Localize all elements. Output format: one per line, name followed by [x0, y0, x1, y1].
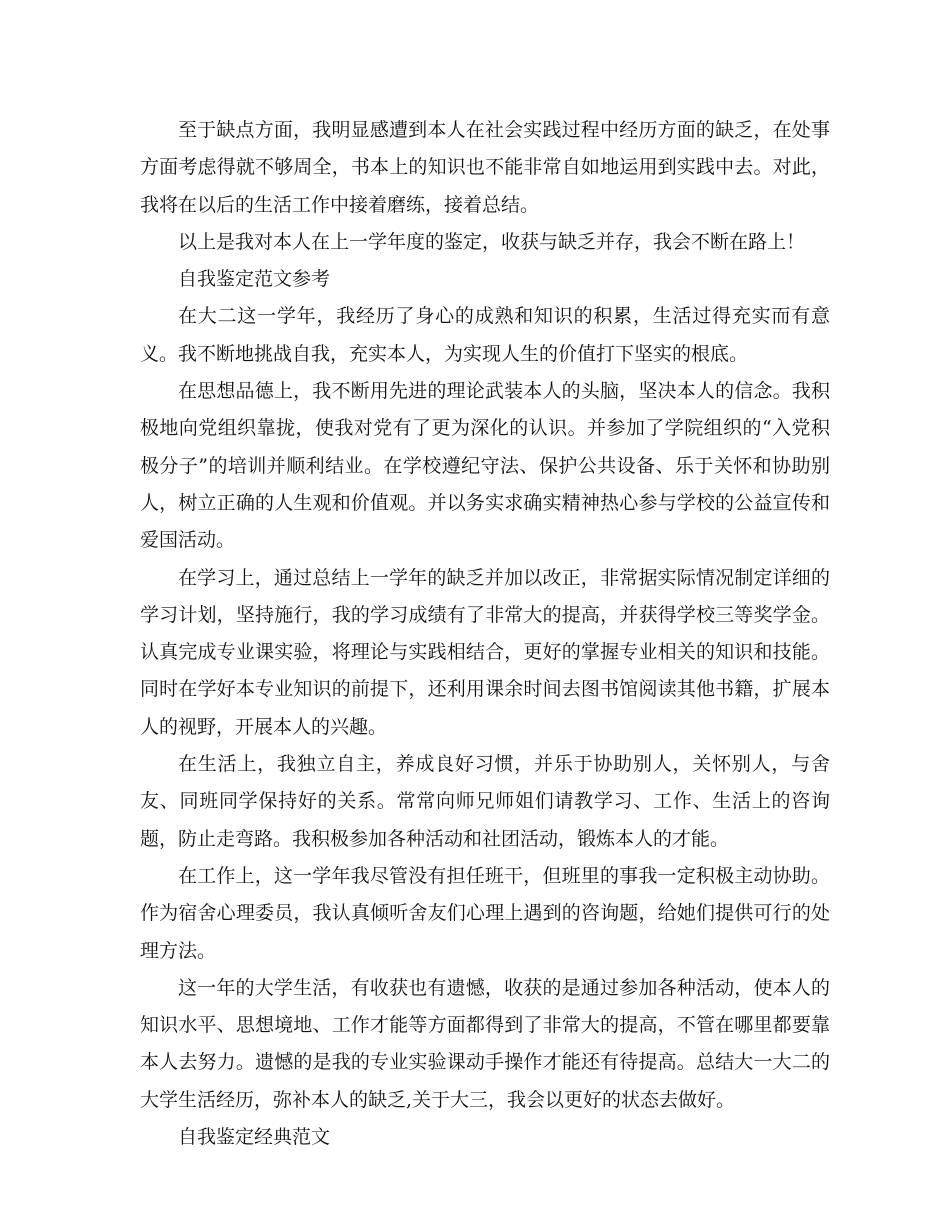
section-heading-classic: 自我鉴定经典范文: [178, 1126, 331, 1149]
paragraph-life: 在生活上，我独立自主，养成良好习惯，并乐于协助别人，关怀别人，与舍友、同班同学保持好的关系。常常向师兄师姐们请教学习、工作、生活上的咨询题，防止走弯路。我积极参加各种活动和社团活动，锻炼本人的才能。: [140, 753, 830, 850]
paragraph-shortcomings: 至于缺点方面，我明显感遭到本人在社会实践过程中经历方面的缺乏，在处事方面考虑得就不够周全，书本上的知识也不能非常自如地运用到实践中去。对此，我将在以后的生活工作中接着磨练，接着总结。: [140, 119, 830, 216]
paragraph-work: 在工作上，这一学年我尽管没有担任班干，但班里的事我一定积极主动协助。作为宿舍心理委员，我认真倾听舍友们心理上遇到的咨询题，给她们提供可行的处理方法。: [140, 864, 830, 962]
paragraph-conclusion: 这一年的大学生活，有收获也有遗憾，收获的是通过参加各种活动，使本人的知识水平、思想境地、工作才能等方面都得到了非常大的提高，不管在哪里都要靠本人去努力。遗憾的是我的专业实验课动手操作才能还有待提高。总结大一大二的大学生活经历，弥补本人的缺乏,关于大三，我会以更好的状态去做好。: [140, 976, 830, 1111]
paragraph-study: 在学习上，通过总结上一学年的缺乏并加以改正，非常据实际情况制定详细的学习计划，坚持施行，我的学习成绩有了非常大的提高，并获得学校三等奖学金。认真完成专业课实验，将理论与实践相结合，更好的掌握专业相关的知识和技能。同时在学好本专业知识的前提下，还利用课余时间去图书馆阅读其他书籍，扩展本人的视野，开展本人的兴趣。: [140, 566, 830, 738]
paragraph-intro: 在大二这一学年，我经历了身心的成熟和知识的积累，生活过得充实而有意义。我不断地挑战自我，充实本人，为实现人生的价值打下坚实的根底。: [140, 305, 830, 365]
paragraph-ideology: 在思想品德上，我不断用先进的理论武装本人的头脑，坚决本人的信念。我积极地向党组织靠拢，使我对党有了更为深化的认识。并参加了学院组织的“入党积极分子”的培训并顺利结业。在学校遵纪守法、保护公共设备、乐于关怀和协助别人，树立正确的人生观和价值观。并以务实求确实精神热心参与学校的公益宣传和爱国活动。: [140, 380, 830, 552]
section-heading-reference: 自我鉴定范文参考: [178, 268, 331, 291]
paragraph-summary: 以上是我对本人在上一学年度的鉴定，收获与缺乏并存，我会不断在路上！: [178, 230, 806, 253]
document-body: [140, 112, 830, 1156]
